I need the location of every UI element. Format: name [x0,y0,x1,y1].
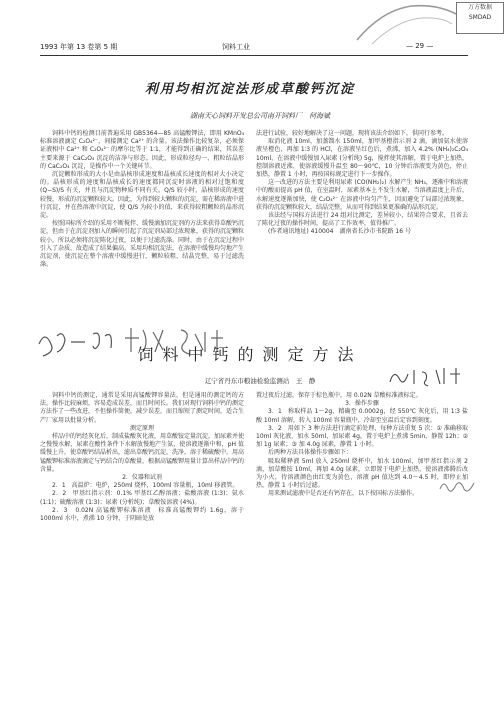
article2-left-column [40,392,244,523]
article1-right-para-5: (作者通讯地址) 410004 湖南省长沙市书院路 16 号 [268,228,411,236]
article1-right-column [256,130,468,237]
handwritten-signature [386,364,466,388]
article2-left-para-5: 2．3 0.02N 高锰酸钾标准溶液 标准高锰酸钾约 1.6g，溶于 1000ml 水中，煮沸 10 分钟，于阴暗处放 [40,506,244,523]
article1-left-para-3: 按照国标所介绍的采用不断搅拌、缓慢滴加沉淀剂的方法来获得草酸钙沉淀，但由于在沉淀剂加入的瞬间引起了沉淀剂局部过浓现象，获得的沉淀颗粒较小，所以必须将沉淀陈化过夜，以便于过滤洗涤。同时，由于在沉淀过程中引入了杂质，故造成了结果偏高。采用均相沉淀法，在溶液中缓慢均匀地产生沉淀剂，使沉淀在整个溶液中缓慢进行，颗粒较粗，结晶完整，易于过滤洗涤。 [40,220,245,269]
article2-section-procedure: 3．操作步骤 [345,400,379,408]
article2-section-instruments: 2．仪器和试剂 [122,474,162,482]
article2-right-para-6: 用来测试滤液中是否还有钙存在，以下按国标方法操作。 [268,490,419,498]
article2-left-para-4: 2．2 甲基红指示剂：0.1% 甲基红乙醇溶液；盐酸溶液 (1∶3)；氨水 (1∶1)；硫酸溶液 (1∶3)；尿素 (分析纯)；草酸铵溶液 (4%)。 [40,490,244,506]
article2-section-principle: 测定原理 [129,424,154,432]
article2-left-para-1: 饲料中钙的测定，通常是采用高锰酸钾容量法，但是通用的测定钙的方法，操作比较麻烦，容易造成误差，而且时间长。我们对现行饲料中钙的测定方法作了一些改进，不但操作简便，减少误差，而且缩短了测定时间，适合生产厂家用以批量分析。 [40,392,245,424]
article2-left-para-2: 样品中的钙经灰化后，制成盐酸灰化液，用草酸铵定量沉淀，加尿素并使之慢慢水解，尿素在酸性条件下水解放慢地产生氨，使溶液逐渐中和，pH 值缓慢上升，使草酸钙结晶析出，滤出草酸钙沉淀，洗净，溶于稀硫酸中，用高锰酸钾标准溶液滴定与钙结合的草酸量，根据高锰酸钾用量计算出样品中钙的含量。 [40,433,245,473]
article2-left-para-3: 2．1 高温炉：电炉，250ml 烧杯，100ml 容量瓶，10ml 移液管。 [52,482,239,490]
header-issue: 1993 年第 13 卷第 5 期 [40,43,118,51]
article1-right-para-4: 该法经与国标方法进行 24 组对比测定，差异较小，结果符合要求，且省去了陈化过夜的操作时间，提高了工作效率，值得推广。 [256,212,468,228]
article2-right-para-1: 置过夜后过滤，保存于棕色瓶中，用 0.02N 草酸标准液标定。 [256,392,422,399]
article1-right-para-2: 取消化液 10ml，加蒸馏水 150ml，加甲基橙指示剂 2 滴，滴加氨水使溶液呈橙色，再加 1∶3 的 HCl，在溶液呈红色后，煮沸，加入 4.2% (NH₄)₂C₂O₄ 10ml，在溶液中缓慢加入尿素 (分析纯) 5g，搅拌使其溶解，置于电炉上加热，控制溶液近沸，使溶液缓慢升温至 80～90℃，10 分钟后溶液变为黄色，停止加热，静置 1 小时，再按国标规定进行下一步操作。 [256,138,468,179]
article1-left-para-2: 沉淀颗粒形成的大小是由晶核形成速度和晶核成长速度的相对大小决定的。晶核形成的速度和晶核成长的速度都同沉淀时溶液的相对过饱和度 (Q−S)/S 有关，并且与沉淀物种质不同有关。Q/S 较小时，晶核形成的速度较慢，形成的沉淀颗粒较大。因此，为得到较大颗粒的沉淀，需在稀溶液中进行沉淀，并在热溶液中沉淀，使 Q/S 为较小的值，来获得较粗颗粒的晶形沉淀。 [40,171,245,220]
article2-title: 饲料中钙的测定方法 [137,345,363,364]
article2-right-para-4: 后两种方法具体操作步骤如下： [268,449,353,457]
article2-right-column [256,392,468,499]
article1-left-para-1: 饲料中钙的检测目前普遍采用 GB5364—85 高锰酸钾法，即用 KMnO₄ 标准溶液滴定 C₂O₄²⁻，间接测定 Ca²⁺ 的含量。该法操作比较复杂，必须保证液相中 Ca²⁺ 和 C₂O₄²⁻ 的摩尔比等于 1∶1，才能得到正确的结果，其误差主要来源于 CaC₂O₄ 沉淀的洁净与形态。因此，形成粒径均一、粗粒结晶形的 CaC₂O₄ 沉淀，是操作中一个关键环节。 [40,130,244,170]
article2-author: 辽宁省丹东市粮油检验监测站 王 静 [204,377,316,385]
header-journal: 饲料工业 [222,43,250,51]
article1-right-para-1: 法进行试验，较好地解决了这一问题，现将该法介绍如下，供同行参考。 [256,130,449,137]
library-stamp [456,2,504,34]
header-page: — 29 — [406,42,434,50]
article2-right-para-5: 吸取稀释液 5ml 放入 250ml 烧杯中，加水 100ml，加甲基红指示剂 2 滴，加草酸铵 10ml，再加 4.0g 尿素，立即置于电炉上加热，使溶液沸腾后改为小火，待溶液颜色由红变为黄色，溶液 pH 值达到 4.0～4.5 时，即停止加热，静置 1 小时后过滤。 [256,457,468,490]
running-header [40,40,466,54]
stamp-line-1: 万方数据 [467,4,492,11]
handwritten-margin-note [438,477,478,495]
header-rule [40,55,468,56]
article1-right-para-3: 这一改进的方法主要是利用尿素 (CO(NH₂)₂) 水解产生 NH₃，逐渐中和溶液中的酸而提高 pH 值，在室温时，尿素基本上不发生水解，当溶液温度上升后，水解速度逐渐加快，使 C₂O₄²⁻ 在溶液中均匀产生，因而避免了局部过浓现象，获得的沉淀颗粒较大，结晶完整，从而可得到结果更准确的晶形沉淀。 [256,179,468,211]
article1-title: 利用均相沉淀法形成草酸钙沉淀 [144,82,355,97]
stamp-line-2: SMDAD [468,14,492,21]
article2-right-para-3: 3．2 用如下 3 种方法进行滴定前处理，每种方法重复 5 次：① 准确移取 10ml 灰化液，加水 50ml，加尿素 4g，置于电炉上煮沸 5min，静置 12h；② 加 1g 尿素；③ 加 4.0g 尿素，静置 1 小时。 [256,424,468,449]
article2-right-para-2: 3．1 称取样品 1～2g，精确至 0.0002g，经 550℃ 灰化后，用 1∶3 盐酸 10ml 溶解，转入 100ml 容量瓶中，冷却至室温后定容到刻度。 [256,408,468,424]
article1-left-column [40,130,244,269]
article1-author: 湖南天心饲料开发总公司南开饲料厂 何海斌 [190,112,330,120]
